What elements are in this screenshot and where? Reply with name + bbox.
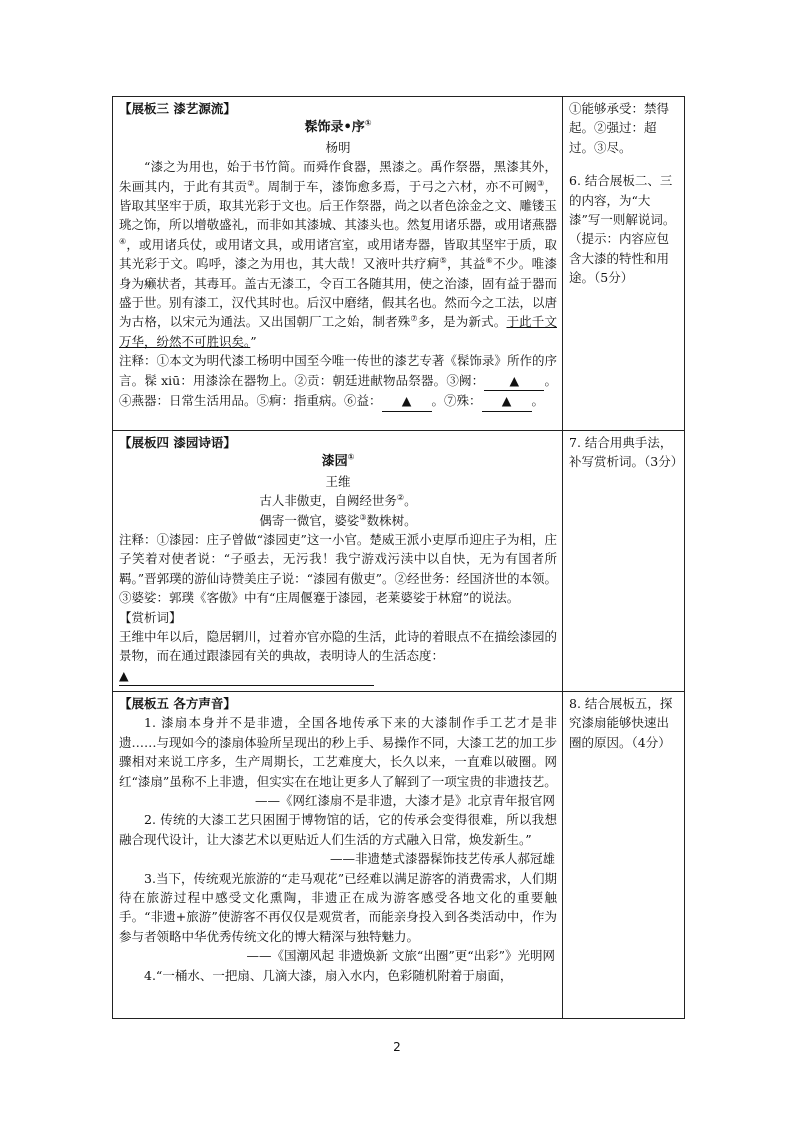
panel4-cell — [113, 431, 563, 691]
q7-cell — [563, 431, 684, 691]
voice-source-3: ——《国潮风起 非遗焕新 文旅“出圈”更“出彩”》光明网 — [246, 948, 555, 964]
panel4-header: 【展板四 漆园诗语】 — [119, 435, 236, 450]
voice-source-2: ——非遗楚式漆器髹饰技艺传承人郝冠雄 — [329, 851, 555, 867]
q6-question: 6. 结合展板二、三的内容，为“大漆”写一则解说词。（提示：内容应包含大漆的特性和用途。（5分） — [569, 173, 676, 286]
panel4-row — [113, 431, 684, 692]
panel4-notes: 注释：①漆园：庄子曾做“漆园吏”这一小官。楚威王派小吏厚币迎庄子为相，庄子笑着对使者说：“子亟去，无污我！我宁游戏污渎中以自快，无为有国者所羁。”晋郭璞的游仙诗赞美庄子说：“漆园有傲吏”。②经世务：经国济世的本领。③婆娑：郭璞《客傲》中有“庄周偃蹇于漆园，老莱婆娑于林窟”的说法。 — [119, 532, 557, 606]
q8-cell — [563, 692, 684, 1018]
panel5-cell — [113, 692, 563, 1018]
exam-table — [112, 96, 685, 1019]
answer-blank-3[interactable]: ▲ — [484, 371, 544, 391]
panel5-row — [113, 692, 684, 1018]
q6-glosses: ①能够承受：禁得起。②强过：超过。③尽。 — [569, 101, 670, 155]
panel4-author: 王维 — [325, 473, 351, 489]
panel3-author: 杨明 — [325, 139, 351, 155]
appreciation-text: 王维中年以后，隐居辋川，过着亦官亦隐的生活，此诗的着眼点不在描绘漆园的景物，而在通过跟漆园有关的典故，表明诗人的生活态度： — [119, 629, 557, 664]
appreciation-answer-line[interactable]: ▲ — [119, 666, 557, 686]
q7-question: 7. 结合用典手法，补写赏析词。（3分） — [569, 435, 684, 470]
poem-line-2: 偶寄一微官，婆娑③数株树。 — [259, 512, 417, 528]
panel3-preface-text: “漆之为用也，始于书竹简。而舜作食器，黑漆之。禹作祭器，黑漆其外，朱画其内，于此有其贡②。周制于车，漆饰愈多焉，于弓之六材，亦不可阙③，皆取其坚牢于质，取其光彩于文也。后王作祭器，尚之以者色涂金之文、雕镂玉珧之饰，所以增敬盛礼，而非如其漆城、其漆头也。然复用诸乐器，或用诸燕器④，或用诸兵仗，或用诸文具，或用诸宫室，或用诸寿器，皆取其坚牢于质，取其光彩于文。呜呼，漆之为用也，其大哉！又液叶共疗痾⑤，其益⑥不少。唯漆身为癞状者，其毒耳。盖古无漆工，令百工各随其用，使之治漆，固有益于器而盛于世。别有漆工，汉代其时也。后汉中磨绪，假其名也。然而今之工法，以唐为古格，以宋元为通法。又出国朝厂工之始，制者殊⑦多，是为新式。于此千文万华，纷然不可胜识矣。” — [119, 159, 557, 349]
panel3-row — [113, 97, 684, 431]
poem-line-1: 古人非傲吏，自阙经世务②。 — [259, 493, 417, 509]
panel4-title: 漆园① — [321, 453, 355, 470]
q6-cell — [563, 97, 684, 430]
panel3-header: 【展板三 漆艺源流】 — [119, 101, 236, 116]
answer-blank-6[interactable]: ▲ — [382, 391, 432, 411]
panel5-header: 【展板五 各方声音】 — [119, 696, 236, 711]
page-number: 2 — [393, 1040, 401, 1054]
panel3-notes: 注释：①本文为明代漆工杨明中国至今唯一传世的漆艺专著《髹饰录》所作的序言。髹 xiū：用漆涂在器物上。②贡：朝廷进献物品祭器。③阙： ▲ 。④燕器：日常生活用品。⑤痾：指重病。⑥益： ▲ 。⑦殊： ▲ 。 — [119, 351, 557, 411]
q8-question: 8. 结合展板五，探究漆扇能够快速出圈的原因。（4分） — [569, 696, 673, 750]
voice-item-2: 2. 传统的大漆工艺只困囿于博物馆的话，它的传承会变得很难，所以我想融合现代设计，让大漆艺术以更贴近人们生活的方式融入日常，焕发新生。” — [119, 812, 557, 847]
voice-item-1: 1. 漆扇本身并不是非遗，全国各地传承下来的大漆制作手工艺才是非遗……与现如今的漆扇体验所呈现出的秒上手、易操作不同，大漆工艺的加工步骤相对来说工序多，生产周期长，工艺难度大，长久以来，一直难以破圈。网红“漆扇”虽称不上非遗，但实实在在地让更多人了解到了一项宝贵的非遗技艺。 — [119, 715, 557, 789]
voice-source-1: ——《网红漆扇不是非遗，大漆才是》北京青年报官网 — [254, 793, 555, 809]
voice-item-3: 3.当下，传统观光旅游的“走马观花”已经难以满足游客的消费需求，人们期待在旅游过程中感受文化熏陶，非遗正在成为游客感受各地文化的重要触手。“非遗+旅游”使游客不再仅仅是观赏者，而能亲身投入到各类活动中，作为参与者领略中华优秀传统文化的博大精深与独特魅力。 — [119, 870, 557, 944]
panel3-title: 髹饰录•序① — [304, 119, 372, 136]
panel3-cell — [113, 97, 563, 430]
answer-blank-7[interactable]: ▲ — [482, 391, 532, 411]
underlined-sentence: 于此千文万华，纷然不可胜识矣。 — [119, 314, 557, 349]
appreciation-label: 【赏析词】 — [119, 609, 182, 625]
voice-item-4: 4.“一桶水、一把扇、几滴大漆，扇入水内，色彩随机附着于扇面， — [144, 967, 513, 983]
